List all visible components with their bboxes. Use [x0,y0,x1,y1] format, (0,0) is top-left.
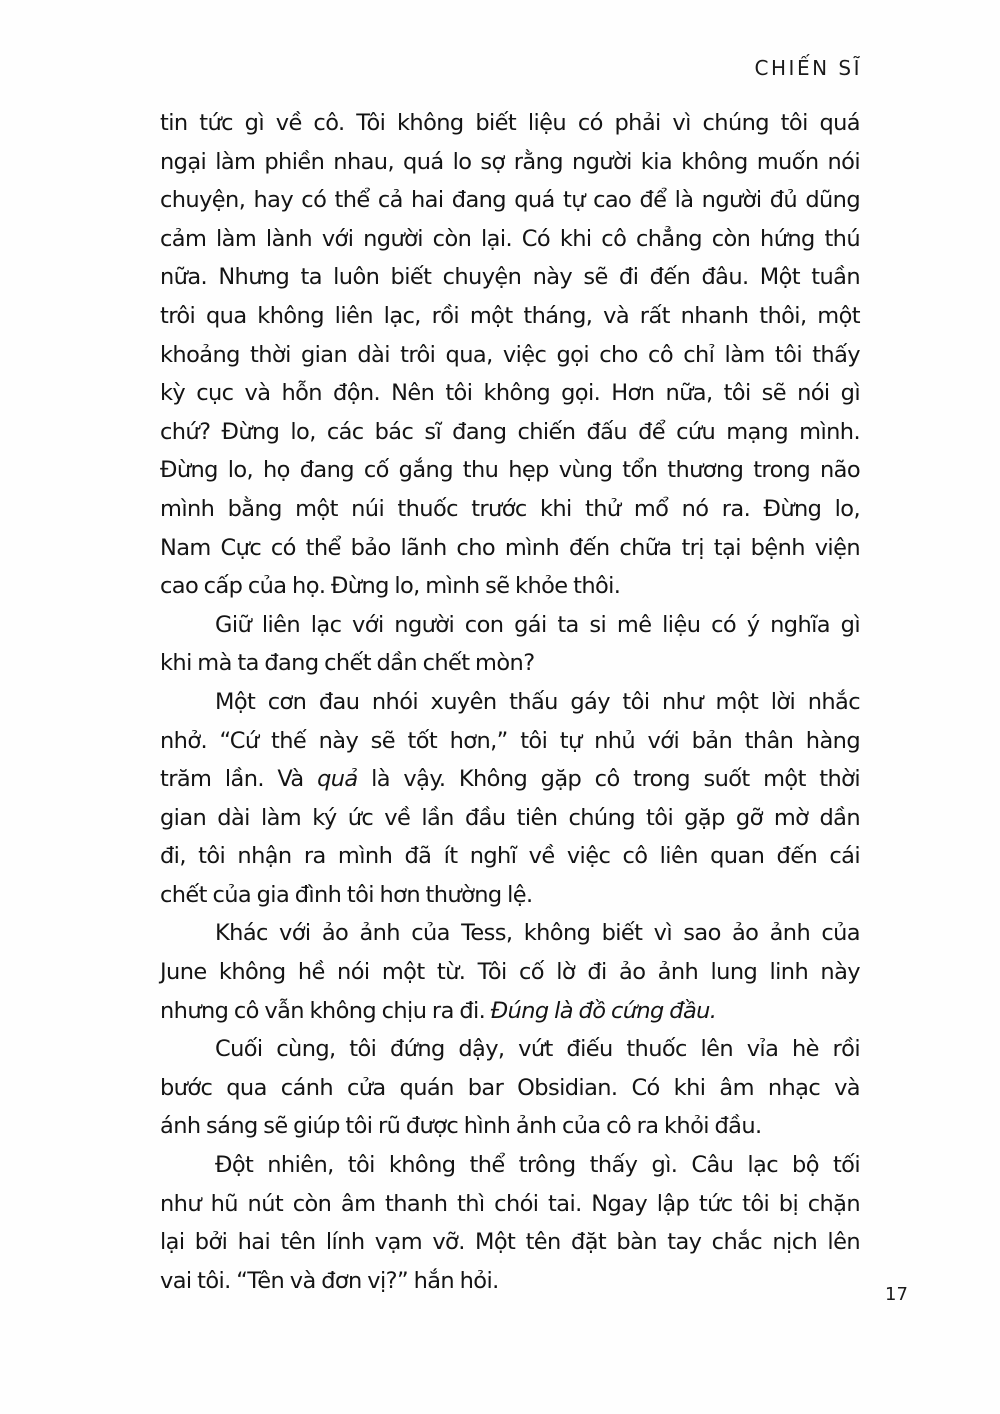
text-line-with-italic [160,992,860,1031]
text-line: cao cấp của họ. Đừng lo, mình sẽ khỏe thôi. [160,573,621,600]
text-line: vai tôi. “Tên và đơn vị?” hắn hỏi. [160,1267,499,1294]
text-line: Cuối cùng, tôi đứng dậy, vứt điếu thuốc lên vỉa hè rồi [215,1036,860,1063]
running-head: CHIẾN SĨ [754,56,862,80]
text-line: khoảng thời gian dài trôi qua, việc gọi cho cô chỉ làm tôi thấy [160,341,860,368]
text-line: June không hề nói một từ. Tôi cố lờ đi ảo ảnh lung linh này [160,959,860,986]
text-run: nhưng cô vẫn không chịu ra đi. [160,997,491,1024]
text-line: Giữ liên lạc với người con gái ta si mê liệu có ý nghĩa gì [215,611,860,638]
italic-emphasis: quả [317,766,358,793]
text-line: ánh sáng sẽ giúp tôi rũ được hình ảnh của cô ra khỏi đầu. [160,1113,762,1140]
text-line: tin tức gì về cô. Tôi không biết liệu có phải vì chúng tôi quá [160,110,860,136]
text-line: Một cơn đau nhói xuyên thấu gáy tôi như một lời nhắc [215,688,860,715]
text-run: là vậy. Không gặp cô trong suốt một thời [357,766,860,793]
text-line: ngại làm phiền nhau, quá lo sợ rằng người kia không muốn nói [160,148,860,175]
text-line: mình bằng một núi thuốc trước khi thử mổ nó ra. Đừng lo, [160,495,860,522]
text-line: khi mà ta đang chết dần chết mòn? [160,650,535,677]
text-line: chuyện, hay có thể cả hai đang quá tự cao để là người đủ dũng [160,187,860,214]
text-line-with-italic [160,760,860,799]
text-line: chứ? Đừng lo, các bác sĩ đang chiến đấu để cứu mạng mình. [160,418,860,445]
text-line: Đột nhiên, tôi không thể trông thấy gì. Câu lạc bộ tối [215,1152,860,1179]
text-line: kỳ cục và hỗn độn. Nên tôi không gọi. Hơn nữa, tôi sẽ nói gì [160,380,860,407]
text-line: nhở. “Cứ thế này sẽ tốt hơn,” tôi tự nhủ với bản thân hàng [160,727,860,754]
italic-emphasis: Đúng là đồ cứng đầu. [490,997,717,1024]
text-line: như hũ nút còn âm thanh thì chói tai. Ngay lập tức tôi bị chặn [160,1190,860,1217]
text-line: lại bởi hai tên lính vạm vỡ. Một tên đặt bàn tay chắc nịch lên [160,1229,860,1256]
text-line: Nam Cực có thể bảo lãnh cho mình đến chữa trị tại bệnh viện [160,534,860,561]
text-line: nữa. Nhưng ta luôn biết chuyện này sẽ đi đến đâu. Một tuần [160,264,860,291]
text-line: bước qua cánh cửa quán bar Obsidian. Có khi âm nhạc và [160,1074,860,1101]
text-line: gian dài làm ký ức về lần đầu tiên chúng tôi gặp gỡ mờ dần [160,804,860,831]
text-line: chết của gia đình tôi hơn thường lệ. [160,881,533,908]
text-line: cảm làm lành với người còn lại. Có khi cô chẳng còn hứng thú [160,225,860,252]
text-line: đi, tôi nhận ra mình đã ít nghĩ về việc cô liên quan đến cái [160,843,860,870]
text-line: trôi qua không liên lạc, rồi một tháng, và rất nhanh thôi, một [160,302,860,329]
body-text [160,104,860,1300]
text-run: trăm lần. Và [160,766,318,793]
text-line: Đừng lo, họ đang cố gắng thu hẹp vùng tổn thương trong não [160,457,860,484]
page-number: 17 [885,1284,908,1305]
text-line: Khác với ảo ảnh của Tess, không biết vì sao ảo ảnh của [215,920,860,947]
